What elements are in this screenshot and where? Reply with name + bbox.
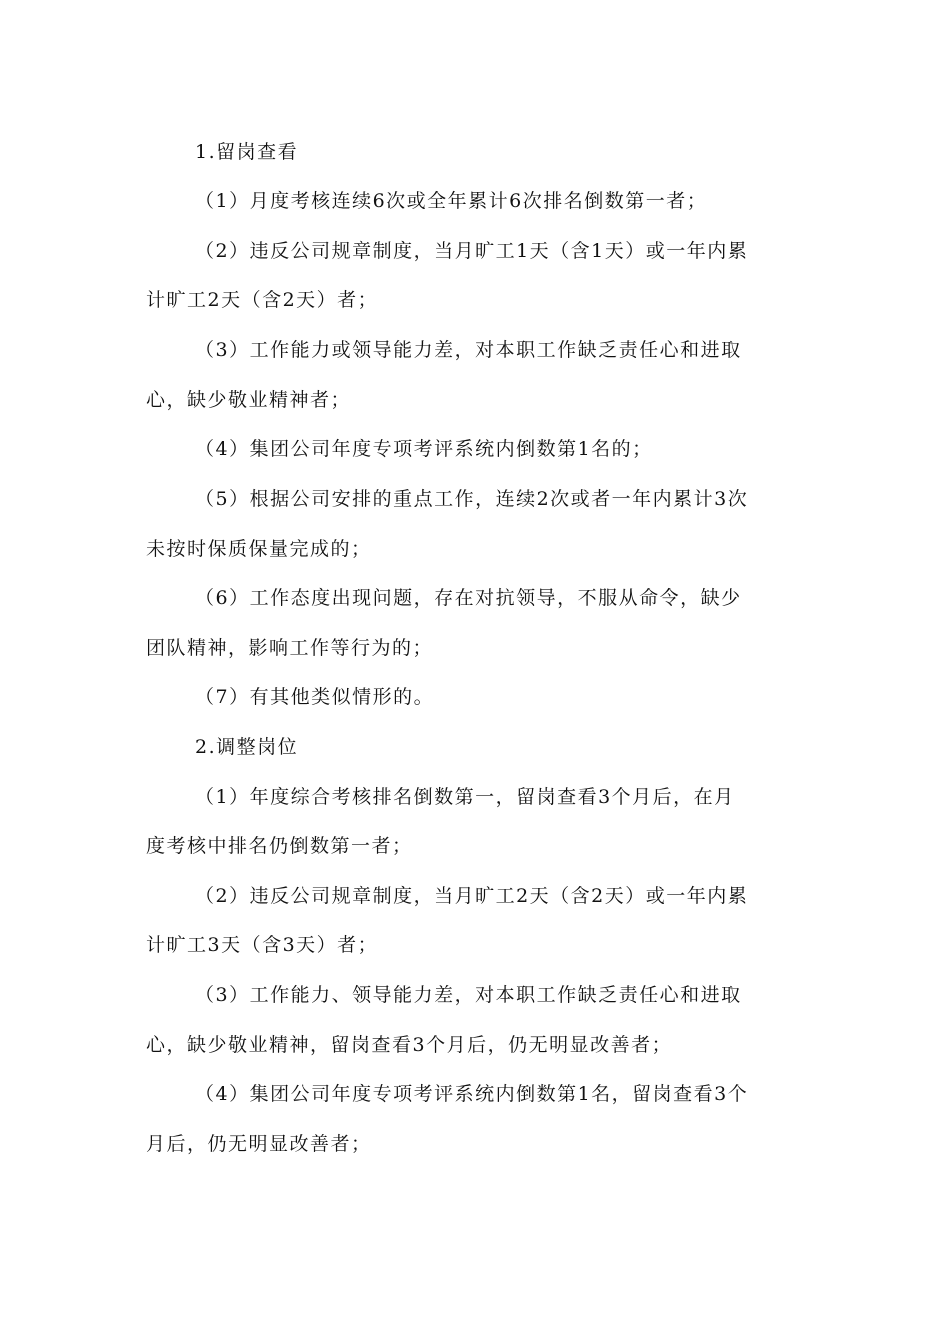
section-heading-1: 1.留岗查看 bbox=[195, 141, 299, 163]
item-1-2-line-1: （2）违反公司规章制度，当月旷工1天（含1天）或一年内累 bbox=[195, 240, 749, 262]
item-1-3-line-1: （3）工作能力或领导能力差，对本职工作缺乏责任心和进取 bbox=[195, 339, 742, 361]
item-1-6-line-1: （6）工作态度出现问题，存在对抗领导，不服从命令，缺少 bbox=[195, 587, 742, 609]
item-2-1-line-2: 度考核中排名仍倒数第一者； bbox=[146, 835, 413, 857]
item-1-1-line-1: （1）月度考核连续6次或全年累计6次排名倒数第一者； bbox=[195, 190, 708, 212]
item-2-2-line-2: 计旷工3天（含3天）者； bbox=[146, 934, 379, 956]
item-2-4-line-2: 月后，仍无明显改善者； bbox=[146, 1133, 372, 1155]
section-heading-2: 2.调整岗位 bbox=[195, 736, 299, 758]
item-1-5-line-2: 未按时保质保量完成的； bbox=[146, 538, 372, 560]
item-2-3-line-1: （3）工作能力、领导能力差，对本职工作缺乏责任心和进取 bbox=[195, 984, 742, 1006]
item-1-5-line-1: （5）根据公司安排的重点工作，连续2次或者一年内累计3次 bbox=[195, 488, 749, 510]
item-1-2-line-2: 计旷工2天（含2天）者； bbox=[146, 289, 379, 311]
item-1-6-line-2: 团队精神，影响工作等行为的； bbox=[146, 637, 434, 659]
item-1-7-line-1: （7）有其他类似情形的。 bbox=[195, 686, 435, 708]
item-2-3-line-2: 心，缺少敬业精神，留岗查看3个月后，仍无明显改善者； bbox=[146, 1034, 673, 1056]
item-2-4-line-1: （4）集团公司年度专项考评系统内倒数第1名，留岗查看3个 bbox=[195, 1083, 749, 1105]
item-2-1-line-1: （1）年度综合考核排名倒数第一，留岗查看3个月后，在月 bbox=[195, 786, 735, 808]
item-1-3-line-2: 心，缺少敬业精神者； bbox=[146, 389, 352, 411]
item-2-2-line-1: （2）违反公司规章制度，当月旷工2天（含2天）或一年内累 bbox=[195, 885, 749, 907]
item-1-4-line-1: （4）集团公司年度专项考评系统内倒数第1名的； bbox=[195, 438, 653, 460]
